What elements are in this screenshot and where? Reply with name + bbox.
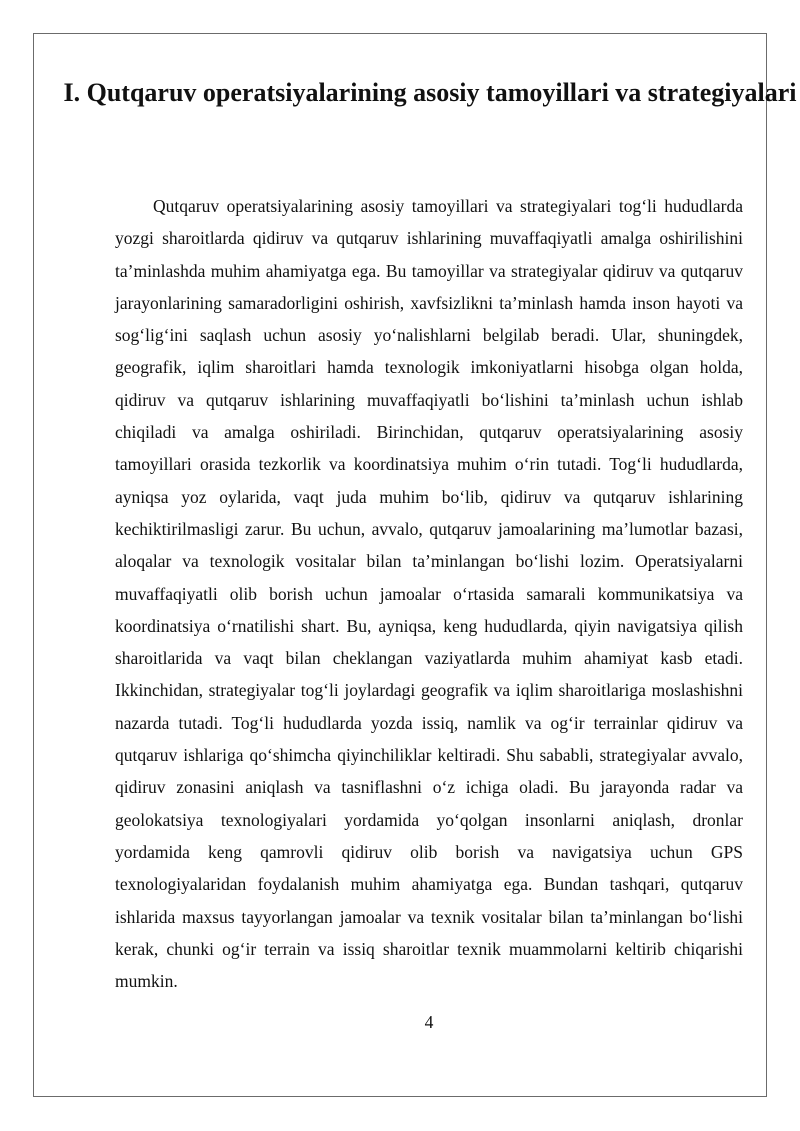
- section-title: I. Qutqaruv operatsiyalarining asosiy tamoyillari va strategiyalari: [63, 78, 797, 107]
- page-number: 4: [424, 1012, 434, 1032]
- body-paragraph: Qutqaruv operatsiyalarining asosiy tamoyillari va strategiyalari tog‘li hududlarda yozgi sharoitlarda qidiruv va qutqaruv ishlarining muvaffaqiyatli amalga oshirilishini ta’minlashda muhim ahamiyatga ega. Bu tamoyillar va strategiyalar qidiruv va qutqaruv jarayonlarining samaradorligini oshirish, xavfsizlikni ta’minlash hamda inson hayoti va sog‘lig‘ini saqlash uchun asosiy yo‘nalishlarni belgilab beradi. Ular, shuningdek, geografik, iqlim sharoitlari hamda texnologik imkoniyatlarni hisobga olgan holda, qidiruv va qutqaruv ishlarining muvaffaqiyatli bo‘lishini ta’minlash uchun ishlab chiqiladi va amalga oshiriladi. Birinchidan, qutqaruv operatsiyalarining asosiy tamoyillari orasida tezkorlik va koordinatsiya muhim o‘rin tutadi. Tog‘li hududlarda, ayniqsa yoz oylarida, vaqt juda muhim bo‘lib, qidiruv va qutqaruv ishlarining kechiktirilmasligi zarur. Bu uchun, avvalo, qutqaruv jamoalarining ma’lumotlar bazasi, aloqalar va texnologik vositalar bilan ta’minlangan bo‘lishi lozim. Operatsiyalarni muvaffaqiyatli olib borish uchun jamoalar o‘rtasida samarali kommunikatsiya va koordinatsiya o‘rnatilishi shart. Bu, ayniqsa, keng hududlarda, qiyin navigatsiya qilish sharoitlarida va vaqt bilan cheklangan vaziyatlarda muhim ahamiyat kasb etadi. Ikkinchidan, strategiyalar tog‘li joylardagi geografik va iqlim sharoitlariga moslashishni nazarda tutadi. Tog‘li hududlarda yozda issiq, namlik va og‘ir terrainlar qidiruv va qutqaruv ishlariga qo‘shimcha qiyinchiliklar keltiradi. Shu sababli, strategiyalar avvalo, qidiruv zonasini aniqlash va tasniflashni o‘z ichiga oladi. Bu jarayonda radar va geolokatsiya texnologiyalari yordamida yo‘qolgan insonlarni aniqlash, dronlar yordamida keng qamrovli qidiruv olib borish va navigatsiya uchun GPS texnologiyalaridan foydalanish muhim ahamiyatga ega. Bundan tashqari, qutqaruv ishlarida maxsus tayyorlangan jamoalar va texnik vositalar bilan ta’minlangan bo‘lishi kerak, chunki og‘ir terrain va issiq sharoitlar texnik muammolarni keltirib chiqarishi mumkin.: [115, 196, 743, 992]
